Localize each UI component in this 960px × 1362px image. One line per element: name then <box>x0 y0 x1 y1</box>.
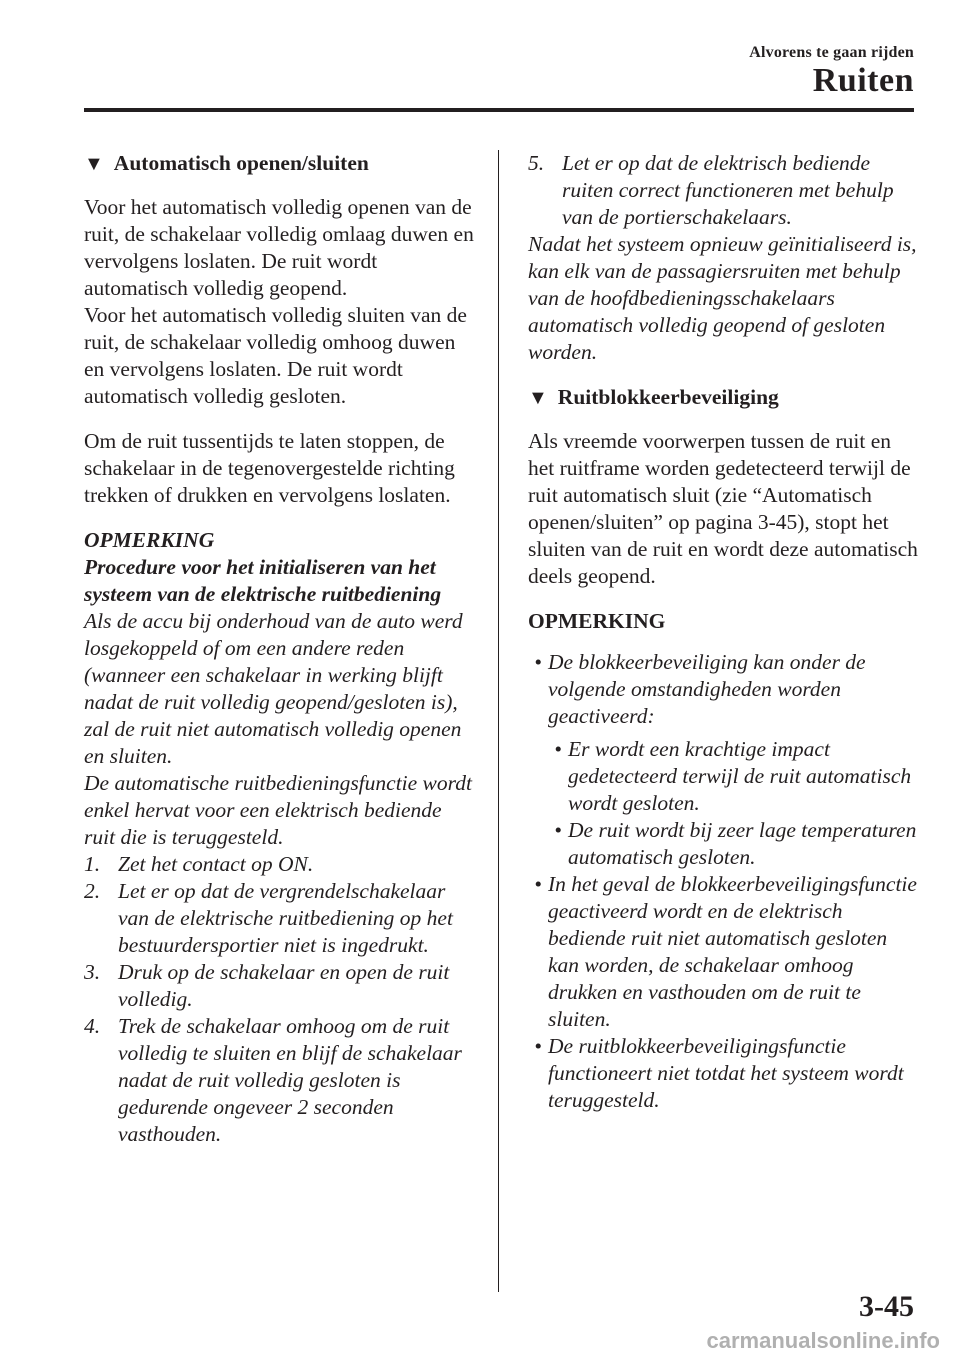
bullet-icon: • <box>554 737 562 761</box>
step-number: 3. <box>84 960 101 984</box>
bullet-text: De ruitblokkeerbeveiligingsfunctie functioneert niet totdat het systeem wordt teruggesteld. <box>548 1034 904 1112</box>
step-list <box>84 851 476 1148</box>
left-column <box>84 150 476 1148</box>
step-text: Trek de schakelaar omhoog om de ruit volledig te sluiten en blijf de schakelaar nadat de ruit volledig gesloten is gedurende ongeveer 2 seconden vasthouden. <box>118 1014 462 1146</box>
section-heading-blocking <box>528 384 920 412</box>
bullet-text: De blokkeerbeveiliging kan onder de volgende omstandigheden worden geactiveerd: <box>548 650 866 728</box>
running-header-chapter: Ruiten <box>812 62 914 99</box>
list-item <box>528 150 920 231</box>
bullet-icon: • <box>554 818 562 842</box>
heading-text: Ruitblokkeerbeveiliging <box>557 385 779 409</box>
right-column <box>528 150 920 1114</box>
step-number: 1. <box>84 852 101 876</box>
paragraph: Als vreemde voorwerpen tussen de ruit en het ruitframe worden gedetecteerd terwijl de ruit automatisch sluit (zie “Automatisch openen/sluiten” op pagina 3-45), stopt het sluiten van de ruit en wordt deze automatisch deels geopend. <box>528 429 918 588</box>
watermark: carmanualsonline.info <box>706 1328 940 1353</box>
triangle-icon: ▼ <box>84 153 104 175</box>
sub-list <box>528 736 920 871</box>
paragraph: Voor het automatisch volledig openen van de ruit, de schakelaar volledig omlaag duwen en vervolgens loslaten. De ruit wordt automatisch volledig geopend. <box>84 195 474 300</box>
list-item <box>84 878 476 959</box>
bullet-icon: • <box>534 650 542 674</box>
bullet-text: Er wordt een krachtige impact gedetecteerd terwijl de ruit automatisch wordt gesloten. <box>568 737 912 815</box>
step-text: Let er op dat de elektrisch bediende ruiten correct functioneren met behulp van de portierschakelaars. <box>562 151 894 229</box>
bullet-icon: • <box>534 872 542 896</box>
note-text: Nadat het systeem opnieuw geïnitialiseerd is, kan elk van de passagiersruiten met behulp van de hoofdbedieningsschakelaars automatisch volledig geopend of gesloten worden. <box>528 232 917 364</box>
note-title: Procedure voor het initialiseren van het systeem van de elektrische ruitbediening <box>84 555 442 606</box>
note-bullets <box>528 649 920 1114</box>
paragraph: Om de ruit tussentijds te laten stoppen, de schakelaar in de tegenovergestelde richting trekken of drukken en vervolgens loslaten. <box>84 429 455 507</box>
running-header-section: Alvorens te gaan rijden <box>749 44 914 61</box>
list-item <box>528 1033 920 1114</box>
bullet-text: In het geval de blokkeerbeveiligingsfunctie geactiveerd wordt en de elektrisch bediende ruit niet automatisch gesloten kan worden, de schakelaar omhoog drukken en vasthouden om de ruit te sluiten. <box>548 872 917 1031</box>
heading-text: Automatisch openen/sluiten <box>113 151 369 175</box>
list-item <box>84 1013 476 1148</box>
step-number: 4. <box>84 1014 101 1038</box>
header-rule <box>84 108 914 112</box>
step-number: 2. <box>84 879 101 903</box>
list-item <box>548 736 920 817</box>
bullet-icon: • <box>534 1034 542 1058</box>
list-item <box>84 959 476 1013</box>
page-number: 3-45 <box>859 1290 914 1323</box>
triangle-icon: ▼ <box>528 387 548 409</box>
note-label: OPMERKING <box>84 528 215 552</box>
list-item <box>528 871 920 1033</box>
list-item <box>548 817 920 871</box>
step-text: Druk op de schakelaar en open de ruit volledig. <box>118 960 450 1011</box>
step-text: Zet het contact op ON. <box>118 852 314 876</box>
note-label: OPMERKING <box>528 609 666 633</box>
paragraph: Voor het automatisch volledig sluiten van de ruit, de schakelaar volledig omhoog duwen en vervolgens loslaten. De ruit wordt automatisch volledig gesloten. <box>84 303 467 408</box>
list-item <box>84 851 476 878</box>
section-heading-auto <box>84 150 476 178</box>
bullet-text: De ruit wordt bij zeer lage temperaturen automatisch gesloten. <box>568 818 917 869</box>
step-number: 5. <box>528 151 545 175</box>
list-item <box>528 649 920 730</box>
note-text: De automatische ruitbedieningsfunctie wordt enkel hervat voor een elektrisch bediende ruit die is teruggesteld. <box>84 771 472 849</box>
note-text: Als de accu bij onderhoud van de auto werd losgekoppeld of om een andere reden (wanneer een schakelaar in werking blijft nadat de ruit volledig geopend/gesloten is), zal de ruit niet automatisch volledig openen en sluiten. <box>84 609 463 768</box>
column-divider <box>498 150 499 1292</box>
step-text: Let er op dat de vergrendelschakelaar van de elektrische ruitbediening op het bestuurdersportier niet is ingedrukt. <box>118 879 453 957</box>
